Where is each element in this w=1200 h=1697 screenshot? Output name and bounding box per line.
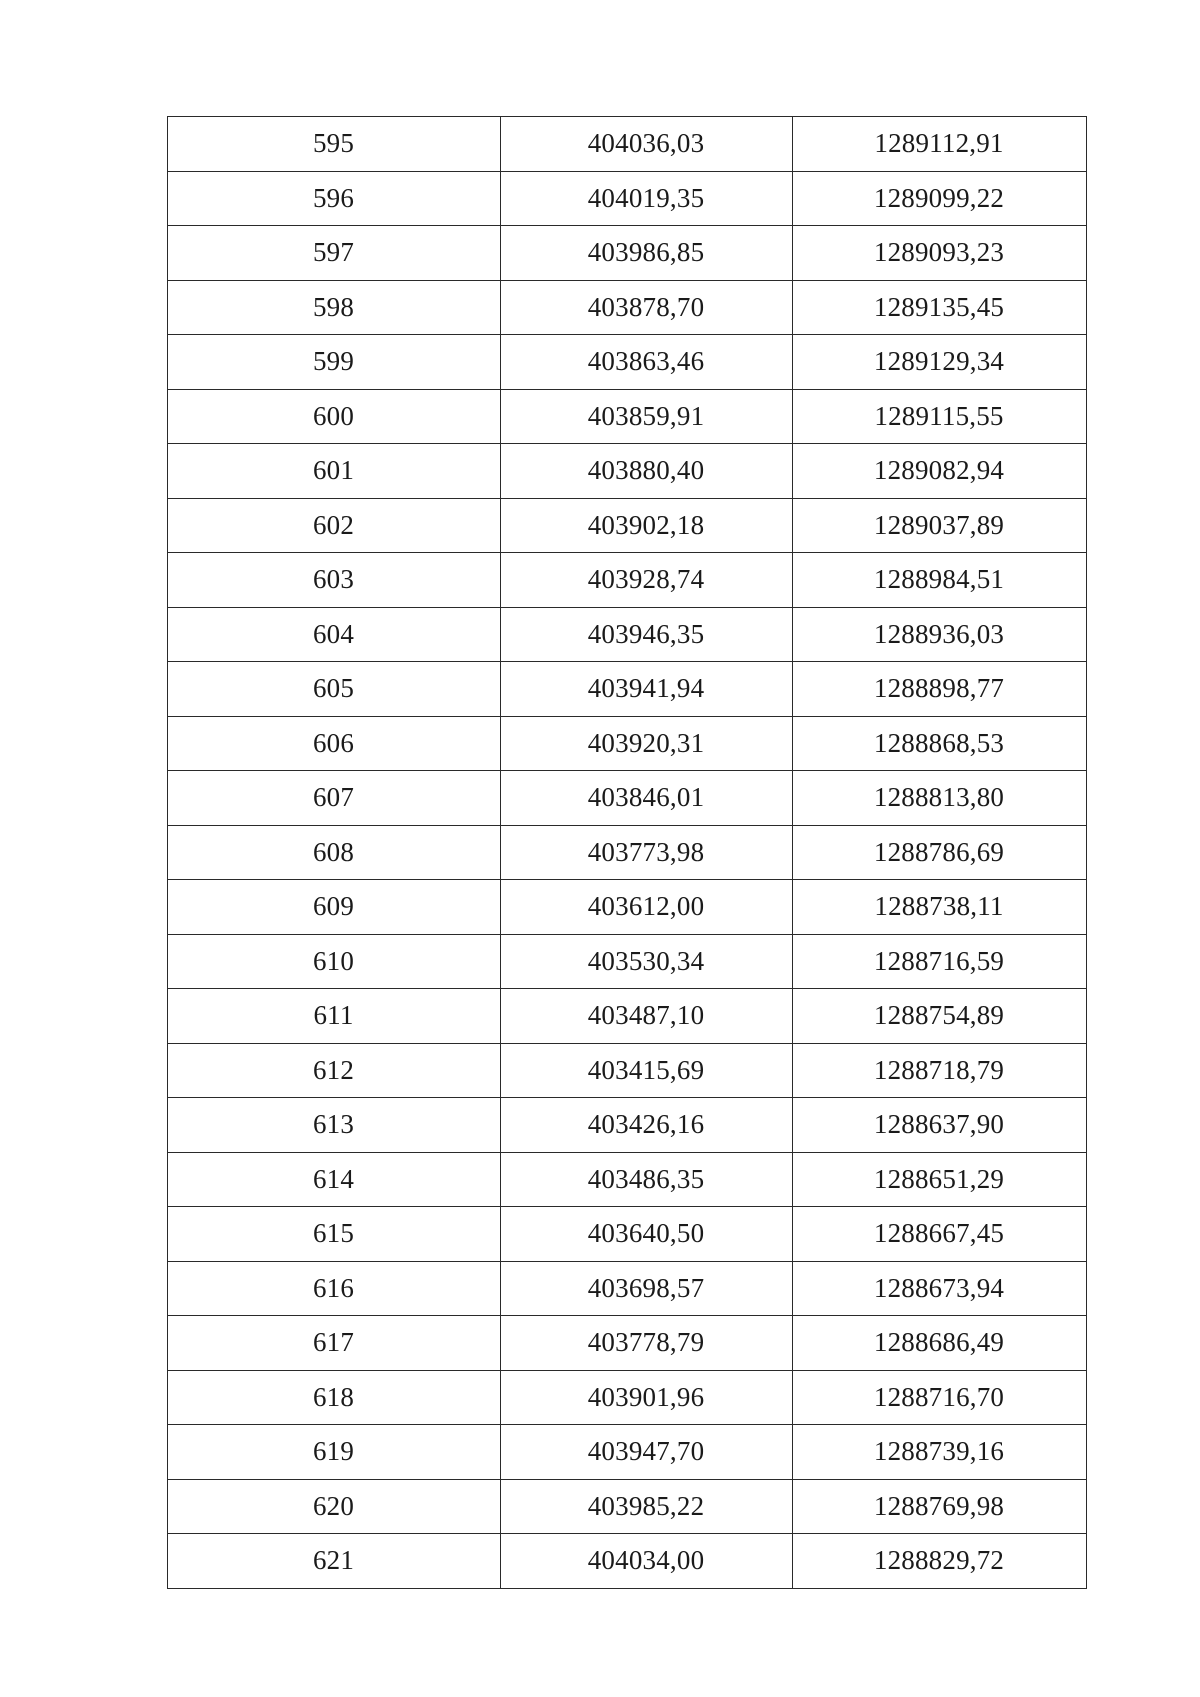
y-coordinate-cell: 1289082,94 (793, 444, 1087, 499)
point-number-cell: 617 (168, 1316, 501, 1371)
y-coordinate-cell: 1288769,98 (793, 1479, 1087, 1534)
y-coordinate-cell: 1288898,77 (793, 662, 1087, 717)
x-coordinate-cell: 403640,50 (501, 1207, 793, 1262)
y-coordinate-cell: 1288868,53 (793, 716, 1087, 771)
coordinates-table (167, 116, 1087, 1589)
point-number-cell: 602 (168, 498, 501, 553)
point-number-cell: 614 (168, 1152, 501, 1207)
table-row (168, 498, 1087, 553)
y-coordinate-cell: 1288686,49 (793, 1316, 1087, 1371)
table-row (168, 335, 1087, 390)
x-coordinate-cell: 403612,00 (501, 880, 793, 935)
x-coordinate-cell: 403778,79 (501, 1316, 793, 1371)
y-coordinate-cell: 1289037,89 (793, 498, 1087, 553)
y-coordinate-cell: 1288718,79 (793, 1043, 1087, 1098)
x-coordinate-cell: 403698,57 (501, 1261, 793, 1316)
x-coordinate-cell: 403920,31 (501, 716, 793, 771)
table-row (168, 934, 1087, 989)
point-number-cell: 621 (168, 1534, 501, 1589)
x-coordinate-cell: 403985,22 (501, 1479, 793, 1534)
table-row (168, 880, 1087, 935)
table-row (168, 607, 1087, 662)
y-coordinate-cell: 1288739,16 (793, 1425, 1087, 1480)
point-number-cell: 618 (168, 1370, 501, 1425)
x-coordinate-cell: 403487,10 (501, 989, 793, 1044)
point-number-cell: 619 (168, 1425, 501, 1480)
x-coordinate-cell: 403941,94 (501, 662, 793, 717)
y-coordinate-cell: 1289115,55 (793, 389, 1087, 444)
table-row (168, 662, 1087, 717)
y-coordinate-cell: 1288786,69 (793, 825, 1087, 880)
coordinates-table-body (168, 117, 1087, 1589)
y-coordinate-cell: 1288984,51 (793, 553, 1087, 608)
point-number-cell: 600 (168, 389, 501, 444)
point-number-cell: 609 (168, 880, 501, 935)
table-row (168, 1425, 1087, 1480)
x-coordinate-cell: 403486,35 (501, 1152, 793, 1207)
point-number-cell: 613 (168, 1098, 501, 1153)
table-row (168, 825, 1087, 880)
point-number-cell: 599 (168, 335, 501, 390)
y-coordinate-cell: 1288716,59 (793, 934, 1087, 989)
table-row (168, 553, 1087, 608)
table-row (168, 171, 1087, 226)
x-coordinate-cell: 403901,96 (501, 1370, 793, 1425)
table-row (168, 444, 1087, 499)
point-number-cell: 608 (168, 825, 501, 880)
table-row (168, 716, 1087, 771)
x-coordinate-cell: 403530,34 (501, 934, 793, 989)
x-coordinate-cell: 403863,46 (501, 335, 793, 390)
point-number-cell: 616 (168, 1261, 501, 1316)
x-coordinate-cell: 403946,35 (501, 607, 793, 662)
table-row (168, 226, 1087, 281)
y-coordinate-cell: 1288673,94 (793, 1261, 1087, 1316)
y-coordinate-cell: 1288667,45 (793, 1207, 1087, 1262)
y-coordinate-cell: 1288738,11 (793, 880, 1087, 935)
point-number-cell: 620 (168, 1479, 501, 1534)
point-number-cell: 615 (168, 1207, 501, 1262)
point-number-cell: 612 (168, 1043, 501, 1098)
x-coordinate-cell: 404019,35 (501, 171, 793, 226)
y-coordinate-cell: 1288936,03 (793, 607, 1087, 662)
y-coordinate-cell: 1288829,72 (793, 1534, 1087, 1589)
y-coordinate-cell: 1289135,45 (793, 280, 1087, 335)
point-number-cell: 606 (168, 716, 501, 771)
x-coordinate-cell: 403773,98 (501, 825, 793, 880)
table-row (168, 1098, 1087, 1153)
table-row (168, 1316, 1087, 1371)
point-number-cell: 595 (168, 117, 501, 172)
y-coordinate-cell: 1288651,29 (793, 1152, 1087, 1207)
y-coordinate-cell: 1289093,23 (793, 226, 1087, 281)
table-row (168, 389, 1087, 444)
point-number-cell: 598 (168, 280, 501, 335)
table-row (168, 771, 1087, 826)
x-coordinate-cell: 403986,85 (501, 226, 793, 281)
table-row (168, 1043, 1087, 1098)
y-coordinate-cell: 1288813,80 (793, 771, 1087, 826)
x-coordinate-cell: 403880,40 (501, 444, 793, 499)
table-row (168, 1534, 1087, 1589)
point-number-cell: 597 (168, 226, 501, 281)
point-number-cell: 601 (168, 444, 501, 499)
table-row (168, 117, 1087, 172)
table-row (168, 1261, 1087, 1316)
point-number-cell: 603 (168, 553, 501, 608)
table-row (168, 1370, 1087, 1425)
table-row (168, 1207, 1087, 1262)
x-coordinate-cell: 404034,00 (501, 1534, 793, 1589)
point-number-cell: 607 (168, 771, 501, 826)
table-row (168, 1152, 1087, 1207)
point-number-cell: 611 (168, 989, 501, 1044)
x-coordinate-cell: 403426,16 (501, 1098, 793, 1153)
table-row (168, 1479, 1087, 1534)
y-coordinate-cell: 1288716,70 (793, 1370, 1087, 1425)
table-row (168, 989, 1087, 1044)
y-coordinate-cell: 1289129,34 (793, 335, 1087, 390)
y-coordinate-cell: 1288754,89 (793, 989, 1087, 1044)
x-coordinate-cell: 403902,18 (501, 498, 793, 553)
x-coordinate-cell: 403878,70 (501, 280, 793, 335)
x-coordinate-cell: 403928,74 (501, 553, 793, 608)
point-number-cell: 605 (168, 662, 501, 717)
point-number-cell: 610 (168, 934, 501, 989)
point-number-cell: 596 (168, 171, 501, 226)
y-coordinate-cell: 1288637,90 (793, 1098, 1087, 1153)
table-row (168, 280, 1087, 335)
x-coordinate-cell: 403859,91 (501, 389, 793, 444)
point-number-cell: 604 (168, 607, 501, 662)
y-coordinate-cell: 1289099,22 (793, 171, 1087, 226)
x-coordinate-cell: 404036,03 (501, 117, 793, 172)
x-coordinate-cell: 403947,70 (501, 1425, 793, 1480)
y-coordinate-cell: 1289112,91 (793, 117, 1087, 172)
x-coordinate-cell: 403846,01 (501, 771, 793, 826)
x-coordinate-cell: 403415,69 (501, 1043, 793, 1098)
